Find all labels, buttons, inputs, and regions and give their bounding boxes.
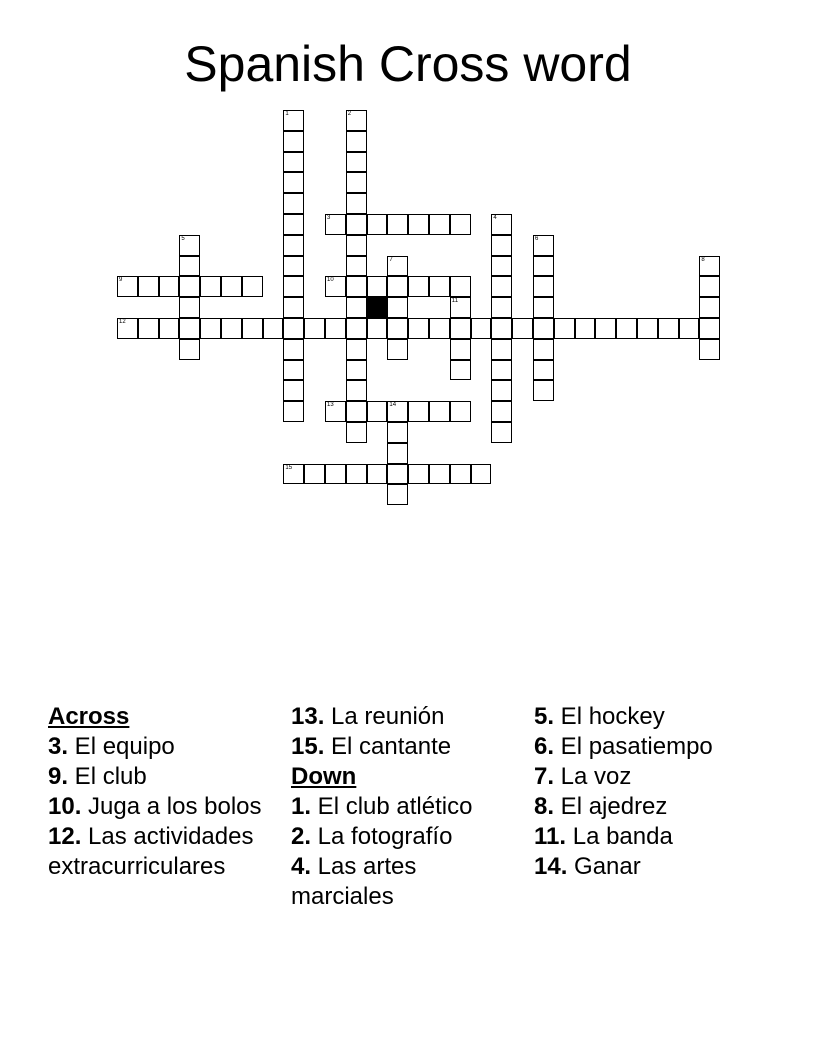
grid-cell[interactable] [346, 172, 367, 193]
grid-cell[interactable] [221, 276, 242, 297]
clue-item [534, 762, 759, 792]
grid-cell[interactable] [387, 276, 408, 297]
grid-cell[interactable] [283, 464, 304, 485]
grid-cell[interactable] [387, 339, 408, 360]
grid-cell[interactable] [387, 401, 408, 422]
grid-cell[interactable] [367, 401, 388, 422]
grid-cell[interactable] [367, 276, 388, 297]
clue-number: 5 [181, 235, 185, 242]
grid-cell[interactable] [367, 318, 388, 339]
grid-cell[interactable] [471, 464, 492, 485]
grid-cell[interactable] [367, 214, 388, 235]
grid-cell[interactable] [387, 256, 408, 277]
grid-cell[interactable] [283, 276, 304, 297]
clue-item-number: 12. [48, 823, 82, 850]
clue-item-number: 6. [534, 733, 555, 760]
clue-column-2 [291, 702, 516, 912]
clue-item [291, 852, 516, 912]
grid-cell[interactable] [616, 318, 637, 339]
clue-item [291, 732, 516, 762]
grid-cell[interactable] [179, 235, 200, 256]
grid-cell[interactable] [117, 318, 138, 339]
clue-number: 8 [701, 256, 705, 263]
grid-cell[interactable] [325, 318, 346, 339]
clue-column-1 [48, 702, 273, 882]
clue-column-3 [534, 702, 759, 882]
grid-cell[interactable] [699, 318, 720, 339]
clue-item [534, 702, 759, 732]
grid-cell[interactable] [637, 318, 658, 339]
grid-cell[interactable] [533, 360, 554, 381]
grid-cell[interactable] [533, 339, 554, 360]
clue-item-text: El cantante [324, 733, 452, 760]
grid-cell[interactable] [283, 401, 304, 422]
grid-cell[interactable] [346, 193, 367, 214]
clue-item-number: 15. [291, 733, 325, 760]
grid-cell[interactable] [179, 318, 200, 339]
clue-item-text: Las actividades extracurriculares [48, 823, 254, 880]
grid-cell[interactable] [346, 380, 367, 401]
grid-cell[interactable] [533, 235, 554, 256]
grid-cell[interactable] [408, 318, 429, 339]
grid-cell[interactable] [429, 276, 450, 297]
grid-cell[interactable] [283, 256, 304, 277]
grid-cell[interactable] [491, 318, 512, 339]
grid-cell[interactable] [491, 256, 512, 277]
clue-item-text: El club [68, 763, 147, 790]
clue-item-number: 5. [534, 703, 555, 730]
grid-cell[interactable] [408, 276, 429, 297]
grid-cell[interactable] [346, 339, 367, 360]
grid-cell[interactable] [387, 297, 408, 318]
clue-item [534, 822, 759, 852]
grid-cell[interactable] [699, 339, 720, 360]
grid-cell[interactable] [283, 193, 304, 214]
grid-cell[interactable] [304, 318, 325, 339]
grid-cell[interactable] [491, 214, 512, 235]
grid-cell[interactable] [471, 318, 492, 339]
grid-cell[interactable] [595, 318, 616, 339]
grid-cell[interactable] [221, 318, 242, 339]
clue-number: 4 [493, 215, 497, 221]
clue-item-text: Las artes marciales [291, 853, 417, 910]
grid-cell[interactable] [450, 360, 471, 381]
grid-cell[interactable] [283, 380, 304, 401]
clue-item-number: 2. [291, 823, 312, 850]
grid-cell[interactable] [346, 235, 367, 256]
grid-cell[interactable] [283, 318, 304, 339]
grid-cell[interactable] [387, 484, 408, 505]
clue-item-text: Juga a los bolos [81, 793, 262, 820]
clue-heading-down: Down [291, 763, 357, 790]
clue-number: 10 [327, 277, 334, 284]
grid-cell[interactable] [283, 131, 304, 152]
grid-cell[interactable] [179, 297, 200, 318]
grid-cell[interactable] [283, 360, 304, 381]
grid-cell[interactable] [346, 276, 367, 297]
clue-item-text: La voz [554, 763, 632, 790]
clue-item-text: Ganar [567, 853, 641, 880]
grid-cell[interactable] [450, 401, 471, 422]
grid-cell[interactable] [283, 297, 304, 318]
clue-item-number: 11. [534, 823, 567, 850]
grid-cell[interactable] [699, 276, 720, 297]
grid-cell[interactable] [346, 318, 367, 339]
clue-item-number: 14. [534, 853, 568, 880]
grid-cell[interactable] [346, 214, 367, 235]
grid-cell[interactable] [491, 360, 512, 381]
grid-cell[interactable] [138, 276, 159, 297]
black-cell [367, 297, 388, 318]
grid-cell[interactable] [429, 464, 450, 485]
clue-number: 11 [451, 298, 459, 305]
clue-item-text: El equipo [68, 733, 175, 760]
grid-cell[interactable] [699, 297, 720, 318]
clue-number: 6 [535, 235, 539, 242]
clue-item-number: 13. [291, 703, 325, 730]
grid-cell[interactable] [283, 339, 304, 360]
grid-cell[interactable] [159, 318, 180, 339]
grid-cell[interactable] [283, 235, 304, 256]
clue-number: 13 [327, 402, 334, 409]
grid-cell[interactable] [491, 276, 512, 297]
grid-cell[interactable] [575, 318, 596, 339]
grid-cell[interactable] [387, 422, 408, 443]
grid-cell[interactable] [138, 318, 159, 339]
clue-item [534, 792, 759, 822]
grid-cell[interactable] [346, 152, 367, 173]
clue-number: 14 [389, 402, 397, 409]
clue-item [48, 762, 273, 792]
clue-item [291, 792, 516, 822]
grid-cell[interactable] [387, 443, 408, 464]
grid-cell[interactable] [450, 318, 471, 339]
clue-item [48, 792, 273, 822]
clue-item-text: La banda [566, 823, 673, 850]
grid-cell[interactable] [491, 401, 512, 422]
grid-cell[interactable] [491, 422, 512, 443]
grid-cell[interactable] [658, 318, 679, 339]
grid-cell[interactable] [699, 256, 720, 277]
grid-cell[interactable] [346, 110, 367, 131]
grid-cell[interactable] [429, 401, 450, 422]
grid-cell[interactable] [346, 360, 367, 381]
grid-cell[interactable] [283, 110, 304, 131]
grid-cell[interactable] [387, 318, 408, 339]
clue-item-number: 7. [534, 763, 555, 790]
grid-cell[interactable] [263, 318, 284, 339]
grid-cell[interactable] [554, 318, 575, 339]
grid-cell[interactable] [491, 339, 512, 360]
clue-item-number: 8. [534, 793, 555, 820]
grid-cell[interactable] [408, 401, 429, 422]
grid-cell[interactable] [346, 464, 367, 485]
grid-cell[interactable] [533, 297, 554, 318]
clue-number: 15 [285, 464, 293, 471]
clue-heading-across: Across [48, 703, 130, 730]
grid-cell[interactable] [179, 339, 200, 360]
clue-item-text: El ajedrez [554, 793, 668, 820]
grid-cell[interactable] [533, 256, 554, 277]
clue-item [48, 822, 273, 882]
grid-cell[interactable] [179, 276, 200, 297]
clue-item [48, 732, 273, 762]
grid-cell[interactable] [450, 214, 471, 235]
grid-cell[interactable] [533, 276, 554, 297]
clue-number: 1 [285, 111, 289, 117]
grid-cell[interactable] [491, 380, 512, 401]
clue-number: 3 [327, 215, 331, 221]
clue-number: 7 [389, 256, 393, 263]
grid-cell[interactable] [283, 152, 304, 173]
grid-cell[interactable] [429, 214, 450, 235]
grid-cell[interactable] [159, 276, 180, 297]
grid-cell[interactable] [242, 276, 263, 297]
grid-cell[interactable] [367, 464, 388, 485]
grid-cell[interactable] [200, 318, 221, 339]
grid-cell[interactable] [450, 297, 471, 318]
grid-cell[interactable] [408, 214, 429, 235]
grid-cell[interactable] [387, 464, 408, 485]
grid-cell[interactable] [346, 297, 367, 318]
grid-cell[interactable] [325, 464, 346, 485]
grid-cell[interactable] [325, 276, 346, 297]
clue-item-number: 10. [48, 793, 82, 820]
grid-cell[interactable] [346, 256, 367, 277]
clue-item-text: El pasatiempo [554, 733, 713, 760]
clue-item-number: 4. [291, 853, 312, 880]
grid-cell[interactable] [117, 276, 138, 297]
grid-cell[interactable] [491, 297, 512, 318]
clue-item [291, 702, 516, 732]
clue-item-number: 3. [48, 733, 69, 760]
clue-item-text: La fotografío [311, 823, 453, 850]
clue-number: 12 [119, 319, 126, 325]
clue-item [291, 822, 516, 852]
grid-cell[interactable] [450, 276, 471, 297]
grid-cell[interactable] [304, 464, 325, 485]
grid-cell[interactable] [346, 131, 367, 152]
clue-item-text: El hockey [554, 703, 665, 730]
grid-cell[interactable] [283, 214, 304, 235]
grid-cell[interactable] [491, 235, 512, 256]
grid-cell[interactable] [325, 214, 346, 235]
grid-cell[interactable] [283, 172, 304, 193]
grid-cell[interactable] [679, 318, 700, 339]
clue-number: 2 [347, 111, 352, 117]
clue-number: 9 [119, 277, 123, 284]
grid-cell[interactable] [512, 318, 533, 339]
grid-cell[interactable] [387, 214, 408, 235]
grid-cell[interactable] [533, 318, 554, 339]
clue-item-text: El club atlético [311, 793, 473, 820]
grid-cell[interactable] [346, 422, 367, 443]
grid-cell[interactable] [325, 401, 346, 422]
crossword-grid [0, 0, 816, 520]
grid-cell[interactable] [200, 276, 221, 297]
grid-cell[interactable] [429, 318, 450, 339]
grid-cell[interactable] [408, 464, 429, 485]
clue-item-number: 9. [48, 763, 69, 790]
puzzle-title: Spanish Cross word [184, 36, 632, 92]
grid-cell[interactable] [242, 318, 263, 339]
grid-cell[interactable] [179, 256, 200, 277]
clue-item-number: 1. [291, 793, 312, 820]
clue-item [534, 852, 759, 882]
grid-cell[interactable] [346, 401, 367, 422]
clue-item [534, 732, 759, 762]
grid-cell[interactable] [450, 339, 471, 360]
grid-cell[interactable] [533, 380, 554, 401]
clue-item-text: La reunión [324, 703, 445, 730]
grid-cell[interactable] [450, 464, 471, 485]
